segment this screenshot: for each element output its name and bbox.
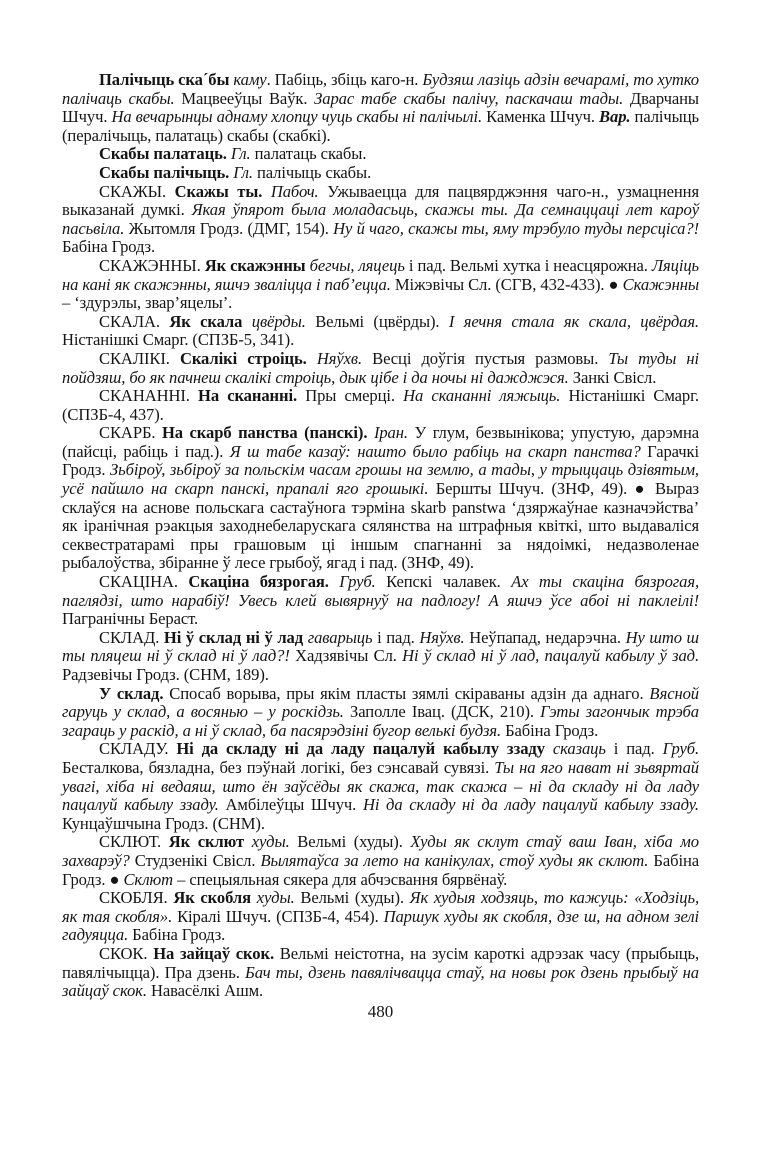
text-segment: Гл. xyxy=(233,162,257,182)
text-segment: Каменка Шчуч. xyxy=(486,107,600,127)
text-segment: СКЛЮТ. xyxy=(99,832,169,852)
text-segment: Груб. xyxy=(339,572,387,592)
text-segment: Як скобля xyxy=(173,888,257,908)
text-segment: Гарачкі Гродз. xyxy=(62,441,699,480)
text-segment: Як склют xyxy=(168,832,252,852)
text-segment: Бабіна Гродз. ● xyxy=(62,850,699,889)
text-segment: Іран. xyxy=(373,423,415,443)
text-segment: Кунцаўшчына Гродз. (СНМ). xyxy=(62,813,265,833)
text-segment: СКАЖЫ. xyxy=(99,181,175,201)
text-segment: Ні ў склад ні ў лад xyxy=(163,627,308,647)
text-segment: СКАЛІКІ. xyxy=(99,348,180,368)
text-segment: СКОБЛЯ. xyxy=(99,888,174,908)
text-segment: палічыць скабы. xyxy=(256,162,372,182)
text-segment: У склад. xyxy=(99,683,170,703)
text-segment: Ні да складу ні да ладу пацалуй кабылу ззаду xyxy=(176,739,553,759)
text-segment: сказаць xyxy=(552,739,614,759)
text-segment: Навасёлкі Ашм. xyxy=(150,981,264,1001)
text-segment: Як худыя ходзяць, то кажуць: «Ходзіць, як тая скобля». xyxy=(62,888,700,926)
text-segment: СКАЖЭННЫ. xyxy=(99,255,205,275)
dictionary-entry xyxy=(62,629,699,685)
text-segment: Неўпапад, недарэчна. xyxy=(469,627,626,647)
text-segment: Бабіна Гродз. xyxy=(62,237,156,257)
text-segment: Вельмі (худы). xyxy=(300,888,410,908)
text-segment: Скаціна бязрогая. xyxy=(188,572,340,592)
text-segment: і пад. xyxy=(613,739,663,759)
text-segment: – ‘здурэлы, звар’яцелы’. xyxy=(62,293,233,313)
text-segment: Пагранічны Бераст. xyxy=(62,609,199,629)
text-segment: Хадзявічы Сл. xyxy=(295,646,403,666)
text-segment: Ты на яго нават ні зьвяртай увагі, хіба ні ведаяш, што ён заўсёды як скажа, так скажа – ні да складу ні да ладу пацалуй кабылу ззаду. xyxy=(62,757,699,815)
text-segment: Ну й чаго, скажы ты, яму трэбуло туды персціса?! xyxy=(333,218,699,238)
text-segment: і пад. xyxy=(377,627,420,647)
text-segment: Вельмі (худы). xyxy=(297,832,411,852)
text-segment: Ах ты скаціна бязрогая, паглядзі, што нарабіў! Увесь клей вывярнуў на падлогу! А яшчэ ўсе абоі ні паклеілі! xyxy=(62,572,699,610)
text-segment: худы. xyxy=(251,832,298,852)
text-segment: Дварчаны Шчуч. xyxy=(62,88,699,127)
text-segment: Палічыць ска´бы xyxy=(99,70,234,89)
dictionary-entry xyxy=(62,889,699,945)
text-segment: Вясной гаруць у склад, а восянью – у роскідзь. xyxy=(62,683,699,722)
text-segment: Я ш табе казаў: нашто было рабіць на скарп панства? xyxy=(229,441,648,461)
text-segment: СКАЛА. xyxy=(99,311,170,331)
text-segment: Радзевічы Гродз. (СНМ, 189). xyxy=(62,665,269,684)
text-segment: Ляціць на кані як скажэнны, яшчэ зваліцца і паб’ецца. xyxy=(62,255,699,294)
dictionary-entry xyxy=(62,350,699,387)
text-segment: Ну што ш ты пляцеш ні ў склад ні ў лад?! xyxy=(62,627,699,666)
text-segment: Гл. xyxy=(230,144,255,164)
text-segment: Няўхв. xyxy=(419,627,470,647)
page-number: 480 xyxy=(367,1002,394,1021)
text-segment: Ністанішкі Смарг. (СПЗБ-4, 437). xyxy=(62,386,699,424)
text-segment: Ні да складу ні да ладу пацалуй кабылу ззаду. xyxy=(362,795,699,815)
text-segment: і пад. Вельмі хутка і неасцярожна. xyxy=(408,255,652,275)
text-segment: Якая ўпярот была моладасьць, скажы ты. Да семнаццаці лет кароў пасьвіла. xyxy=(62,200,699,238)
text-segment: Гэты загончык трэба згараць у раскід, а ні ў склад, ба пасярэдзіні бугор велькі будзя. xyxy=(62,702,699,740)
dictionary-entry xyxy=(62,313,699,350)
text-segment: цвёрды. xyxy=(251,311,316,331)
text-segment: Скабы палічыць. xyxy=(99,162,234,182)
text-segment: Жытомля Гродз. (ДМГ, 154). xyxy=(128,218,334,238)
text-segment: Заполле Івац. (ДСК, 210). xyxy=(350,702,541,722)
text-segment: Вельмі (цвёрды). xyxy=(315,311,449,331)
dictionary-entry xyxy=(62,833,699,889)
text-segment: Занкі Свісл. xyxy=(572,367,657,387)
text-segment: На скананні ляжыць. xyxy=(403,386,569,406)
text-segment: . Пабіць, збіць каго-н. xyxy=(266,70,423,89)
text-segment: Зарас табе скабы палічу, паскачаш тады. xyxy=(314,88,630,108)
text-segment: Скалікі строіць. xyxy=(179,348,317,368)
text-segment: Міжэвічы Сл. (СГВ, 432-433). ● xyxy=(394,274,623,294)
text-segment: Вельмі неістотна, на зусім кароткі адрэзак часу (прыбыць, павялічыцца). Пра дзень. xyxy=(62,943,699,982)
text-segment: Будзяш лазіць адзін вечарамі, то хутко палічаць скабы. xyxy=(62,70,699,108)
text-segment: Мацвееўцы Ваўк. xyxy=(181,88,315,108)
text-segment: СКОК. xyxy=(99,943,154,963)
text-segment: Як скала xyxy=(169,311,252,331)
text-segment: каму xyxy=(233,70,267,89)
text-segment: Спосаб ворыва, пры якім пласты зямлі скіраваны адзін да аднаго. xyxy=(169,683,650,703)
text-segment: палатаць скабы. xyxy=(254,144,367,164)
text-segment: бегчы, ляцець xyxy=(309,255,409,275)
text-segment: худы. xyxy=(256,888,301,908)
text-segment: Ністанішкі Смарг. (СПЗБ-5, 341). xyxy=(62,330,295,350)
text-segment: Груб. xyxy=(662,739,700,759)
text-segment: СКАНАННІ. xyxy=(99,386,199,406)
text-segment: Вар. xyxy=(599,107,635,127)
dictionary-entry xyxy=(62,685,699,741)
text-segment: СКЛАДУ. xyxy=(99,739,177,759)
text-segment: На вечарынцы аднаму хлопцу чуць скабы ні палічылі. xyxy=(111,107,487,127)
text-segment: Пабоч. xyxy=(270,181,328,201)
text-segment: Зьбіроў, зьбіроў за польскім часам грошы на землю, а тады, у трыццаць дзівятым, усё пайшло на скарп панскі, прапалі яго грошыкі. xyxy=(62,460,699,499)
dictionary-entry xyxy=(62,71,699,145)
text-segment: Весці доўгія пустыя размовы. xyxy=(372,348,609,368)
text-segment: На зайцаў скок. xyxy=(153,943,280,963)
text-segment: Амбілеўцы Шчуч. xyxy=(225,795,363,815)
dictionary-entry xyxy=(62,424,699,573)
text-segment: І яечня стала як скала, цвёрдая. xyxy=(448,311,699,331)
text-segment: Няўхв. xyxy=(316,348,373,368)
dictionary-entry xyxy=(62,945,699,1001)
text-segment: Ні ў склад ні ў лад, пацалуй кабылу ў зад. xyxy=(402,646,700,666)
dictionary-entry xyxy=(62,164,699,183)
text-segment: Бесталкова, бязладна, без пэўнай логікі, без сэнсавай сувязі. xyxy=(62,757,495,777)
dictionary-entry xyxy=(62,183,699,257)
dictionary-entry xyxy=(62,257,699,313)
text-segment: Скажэнны xyxy=(622,274,699,294)
text-segment: Скажы ты. xyxy=(174,181,271,201)
dictionary-entry xyxy=(62,573,699,629)
text-segment: Склют xyxy=(123,869,178,889)
text-segment: Бач ты, дзень павялічвацца стаў, на новы рок дзень прыбыў на зайцаў скок. xyxy=(62,962,699,1001)
text-segment: Пры смерці. xyxy=(305,386,404,406)
text-segment: Скабы палатаць. xyxy=(99,144,231,164)
text-segment: гаварыць xyxy=(307,627,378,647)
text-segment: На скананні. xyxy=(198,386,306,406)
text-segment: Бабіна Гродз. xyxy=(505,720,599,740)
dictionary-entry xyxy=(62,145,699,164)
text-segment: Студзенікі Свісл. xyxy=(134,850,261,870)
text-segment: Кепскі чалавек. xyxy=(386,572,512,592)
text-segment: палічыць (пералічыць, палатаць) скабы (скабкі). xyxy=(62,107,699,145)
text-segment: – спецыяльная сякера для абчэсвання бярвёнаў. xyxy=(177,869,508,889)
text-segment: Ты туды ні пойдзяш, бо як пачнеш скалікі строіць, дык цібе і да ночы ні дажджэся. xyxy=(62,348,700,387)
text-segment: Кіралі Шчуч. (СПЗБ-4, 454). xyxy=(177,906,384,926)
text-segment: На скарб панства (панскі). xyxy=(161,423,374,443)
text-segment: У глум, безвынікова; упустую, дарэмна (пайсці, рабіць і пад.). xyxy=(62,423,699,461)
text-segment: Худы як склут стаў ваш Іван, хіба мо захварэў? xyxy=(62,832,699,870)
text-segment: Як скажэнны xyxy=(204,255,310,275)
text-segment: Паршук худы як скобля, дзе ш, на адном зелі гадуяцца. xyxy=(62,906,699,945)
text-segment: Ужываецца для пацвярджэння чаго-н., узмацнення выказанай думкі. xyxy=(62,181,699,220)
text-segment: СКЛАД. xyxy=(99,627,164,647)
dictionary-entry xyxy=(62,740,699,833)
page-body xyxy=(62,71,699,1001)
text-segment: СКАЦІНА. xyxy=(99,572,189,592)
text-segment: СКАРБ. xyxy=(99,423,162,443)
dictionary-entry xyxy=(62,387,699,424)
text-segment: Бершты Шчуч. (ЗНФ, 49). ● Выраз склаўся на аснове польскага састаўнога тэрміна skarb panstwa ‘дзяржаўнае казначэйства’ як іранічная рэакцыя заходнебеларускага сялянства на штрафныя квіткі, што выдаваліся секвестратарамі пры грашовым ці іншым спагнанні за нядоімкі, недазволенае рыбалоўства, збіранне ў лесе грыбоў, ягад і пад. (ЗНФ, 49). xyxy=(62,479,699,573)
text-segment: Вылятаўса за лето на канікулах, стоў худы як склют. xyxy=(260,850,654,870)
text-segment: Бабіна Гродз. xyxy=(132,925,226,945)
